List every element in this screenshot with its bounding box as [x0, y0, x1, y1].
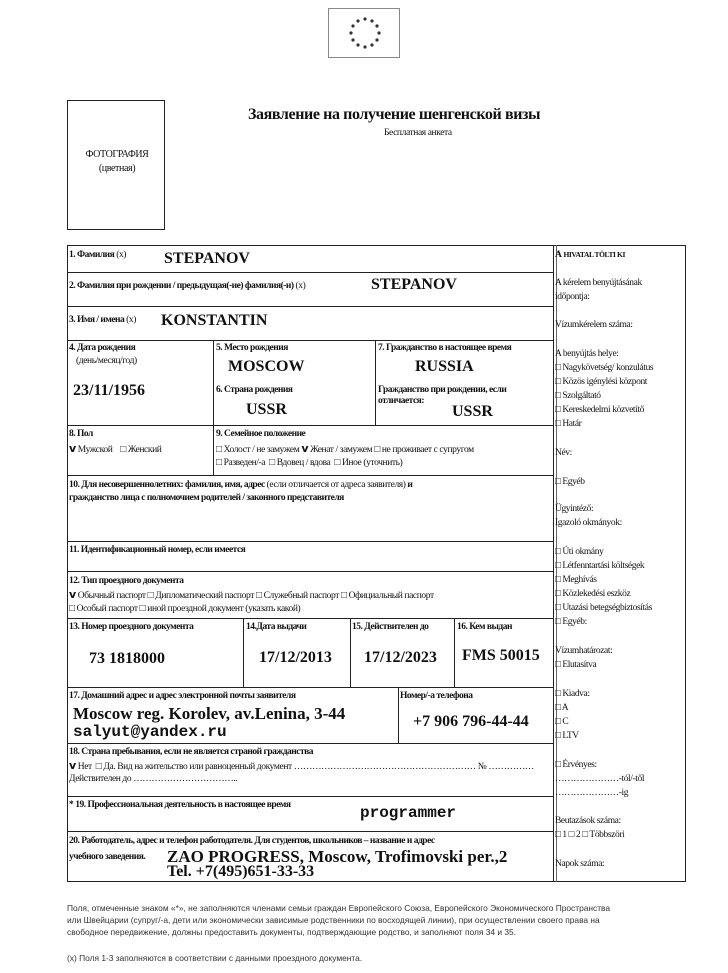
field-4-value[interactable]: 23/11/1956 — [73, 382, 146, 399]
checkbox-icon[interactable]: □ — [374, 444, 380, 455]
field-3-note: (x) — [126, 315, 137, 325]
checkbox-icon[interactable]: □ — [341, 590, 347, 601]
sidebar-s3-i2[interactable]: □ Szolgáltató — [555, 391, 601, 401]
sidebar-s2: Vízumkérelem száma: — [555, 320, 633, 330]
sidebar-s1b: időpontja: — [555, 292, 590, 302]
field-17-email[interactable]: salyut@yandex.ru — [73, 723, 227, 741]
sidebar-s11[interactable]: □ Érvényes: — [555, 760, 597, 770]
field-3-value[interactable]: KONSTANTIN — [161, 312, 268, 329]
sidebar-s8-i3[interactable]: □ Közlekedési eszköz — [555, 589, 631, 599]
field-11-label: 11. Идентификационный номер, если имеется — [69, 545, 246, 555]
sex-male-option[interactable]: Мужской — [77, 445, 113, 455]
field-20-label: 20. Работодатель, адрес и телефон работодателя. Для студентов, школьников – название и адрес — [69, 836, 435, 846]
checkbox-icon[interactable]: □ — [269, 457, 275, 468]
checkbox-icon[interactable]: □ — [216, 457, 222, 468]
sidebar-title: HIVATAL TÖLTI KI — [563, 250, 626, 259]
sidebar-s10-i1[interactable]: □ A — [555, 703, 569, 713]
sidebar-s3-i4[interactable]: □ Határ — [555, 419, 582, 429]
sidebar-s12b[interactable]: □ 1 □ 2 □ Többszöri — [555, 830, 625, 840]
doc-official-option[interactable]: Официальный паспорт — [348, 591, 434, 601]
sidebar-title-a: A — [555, 250, 562, 260]
field-15-value[interactable]: 17/12/2023 — [364, 649, 437, 666]
field-17-label: 17. Домашний адрес и адрес электронной почты заявителя — [69, 691, 296, 701]
field-9-label: 9. Семейное положение — [216, 429, 306, 439]
footer-note-2: или Швейцарии (супруг/-а, дети или экономически зависимые родственники по восходящей линии), при осуществлении своего права на — [67, 915, 600, 925]
field-14-label: 14.Дата выдачи — [246, 622, 307, 632]
tick-icon: v — [69, 588, 76, 601]
sidebar-s12: Beutazások száma: — [555, 816, 621, 826]
field-17b-value[interactable]: +7 906 796-44-44 — [413, 713, 529, 730]
photo-label: ФОТОГРАФИЯ — [85, 149, 149, 160]
marital-widowed-option[interactable]: Вдовец / вдова — [276, 458, 331, 468]
field-4-sub: (день/месяц/год) — [76, 356, 137, 366]
residence-doc-number: № …………… — [477, 762, 534, 772]
doc-ordinary-option[interactable]: Обычный паспорт — [77, 591, 146, 601]
field-13-value[interactable]: 73 1818000 — [89, 650, 165, 667]
field-4-label: 4. Дата рождения — [69, 343, 136, 353]
photo-sub: (цветная) — [98, 163, 136, 174]
field-19-value[interactable]: programmer — [360, 804, 457, 822]
tick-icon: v — [301, 442, 309, 455]
field-1-label: 1. Фамилия — [69, 250, 115, 260]
residence-no-option[interactable]: Нет — [77, 762, 92, 772]
doc-special-option[interactable]: Особый паспорт — [76, 604, 138, 614]
page-title: Заявление на получение шенгенской визы — [248, 106, 541, 123]
field-10-label-2: гражданство лица с полномочием родителей / законного представителя — [69, 493, 344, 503]
sidebar-s4: Név: — [555, 448, 572, 458]
field-17b-label: Номер/-а телефона — [400, 691, 473, 701]
field-10-label: 10. Для несовершеннолетних: фамилия, имя, адрес — [69, 480, 265, 490]
marital-single-option[interactable]: Холост / не замужем — [223, 445, 300, 455]
field-1-note: (x) — [116, 250, 127, 260]
field-18-label: 18. Страна пребывания, если не является страной гражданства — [69, 747, 314, 757]
field-15-label: 15. Действителен до — [352, 622, 429, 632]
sidebar-s1: A kérelem benyújtásának — [555, 278, 642, 288]
sidebar-s8-i0[interactable]: □ Úti okmány — [555, 547, 604, 557]
sidebar-s5[interactable]: □ Egyéb — [555, 477, 585, 487]
sidebar-s3: A benyújtás helye: — [555, 349, 619, 359]
sidebar-s3-i3[interactable]: □ Kereskedelmi közvetítő — [555, 405, 644, 415]
residence-yes-option[interactable]: Да. Вид на жительство или равноценный документ — [103, 762, 292, 772]
field-2-label: 2. Фамилия при рождении / предыдущая(-ие) фамилия(-и) — [69, 281, 294, 291]
residence-valid-dots: …………………………….. — [133, 774, 238, 784]
sidebar-s8-i4[interactable]: □ Utazási betegségbiztosítás — [555, 603, 652, 613]
footer-note-4: (x) Поля 1-3 заполняются в соответствии с данными проездного документа. — [67, 953, 363, 963]
field-2-value[interactable]: STEPANOV — [371, 276, 457, 293]
checkbox-icon[interactable]: □ — [69, 603, 75, 614]
field-10-note: (если отличается от адреса заявителя) — [266, 480, 406, 490]
field-5-value[interactable]: MOSCOW — [228, 358, 305, 375]
marital-married-option[interactable]: Женат / замужем — [310, 445, 373, 455]
field-16-label: 16. Кем выдан — [457, 622, 512, 632]
field-12-label: 12. Тип проездного документа — [69, 576, 184, 586]
sidebar-s8-i1[interactable]: □ Létfenntartási költségek — [555, 561, 645, 571]
sex-female-option[interactable]: Женский — [127, 445, 162, 455]
doc-other-option[interactable]: иной проездной документ (указать какой) — [147, 604, 301, 614]
sidebar-s8-i5[interactable]: □ Egyéb: — [555, 617, 587, 627]
field-16-value[interactable]: FMS 50015 — [462, 647, 540, 664]
residence-valid-label: Действителен до — [69, 774, 132, 784]
eu-flag-icon — [328, 8, 400, 58]
field-7-value[interactable]: RUSSIA — [415, 358, 474, 375]
checkbox-icon[interactable]: □ — [334, 457, 340, 468]
sidebar-s6: Ügyintéző: — [555, 504, 594, 514]
field-6-value[interactable]: USSR — [246, 401, 287, 418]
field-3-label: 3. Имя / имена — [69, 315, 125, 325]
checkbox-icon[interactable]: □ — [120, 444, 126, 455]
field-10-and: и — [407, 480, 413, 490]
checkbox-icon[interactable]: □ — [255, 590, 262, 601]
doc-diplomatic-option[interactable]: Дипломатический паспорт — [155, 591, 254, 601]
sidebar-s10-i2[interactable]: □ C — [555, 717, 569, 727]
field-19-label: 19. Профессиональная деятельность в настоящее время — [75, 800, 291, 810]
sidebar-s8-i2[interactable]: □ Meghívás — [555, 575, 597, 585]
page-subtitle: Бесплатная анкета — [384, 128, 452, 138]
sidebar-s9b[interactable]: □ Elutasítva — [555, 660, 597, 670]
sidebar-s7: Igazoló okmányok: — [555, 518, 622, 528]
field-19-star: * — [69, 800, 74, 810]
field-5-label: 5. Место рождения — [216, 343, 288, 353]
field-6-label: 6. Страна рождения — [216, 385, 293, 395]
field-7b-label: Гражданство при рождении, если отличается: — [378, 385, 507, 406]
field-20-employer[interactable]: ZAO PROGRESS, Moscow, Trofimovski per.,2 — [167, 847, 508, 866]
photo-box — [67, 100, 165, 230]
checkbox-icon[interactable]: □ — [147, 590, 154, 601]
sidebar-s11b: …………………-tól/-től — [555, 774, 645, 784]
field-8-label: 8. Пол — [69, 429, 93, 439]
marital-other-option[interactable]: Иное (уточнить) — [341, 458, 403, 468]
field-13-label: 13. Номер проездного документа — [69, 622, 194, 632]
field-7b-value[interactable]: USSR — [452, 403, 493, 420]
marital-separated-option[interactable]: не проживает с супругом — [381, 445, 474, 455]
sidebar-s3-i0[interactable]: □ Nagykövetség/ konzulátus — [555, 363, 654, 373]
checkbox-icon[interactable]: □ — [95, 761, 102, 772]
sidebar-s10-i3[interactable]: □ LTV — [555, 731, 579, 741]
sidebar-s10-i0[interactable]: □ Kiadva: — [555, 689, 590, 699]
sidebar-s3-i1[interactable]: □ Közös igénylési központ — [555, 377, 648, 387]
checkbox-icon[interactable]: □ — [139, 603, 146, 614]
sidebar-s13: Napok száma: — [555, 859, 605, 869]
field-20-label-2: учебного заведения. — [69, 852, 146, 862]
field-20-phone[interactable]: Tel. +7(495)651-33-33 — [167, 863, 315, 880]
checkbox-icon[interactable]: □ — [216, 444, 222, 455]
doc-service-option[interactable]: Служебный паспорт — [263, 591, 340, 601]
field-17-address[interactable]: Moscow reg. Korolev, av.Lenina, 3-44 — [73, 704, 346, 723]
residence-doc-dots: …………………………………………………… — [293, 762, 476, 772]
field-7-label: 7. Гражданство в настоящее время — [378, 343, 512, 353]
sidebar-s9: Vízumhatározat: — [555, 646, 613, 656]
tick-icon: v — [69, 759, 76, 772]
field-14-value[interactable]: 17/12/2013 — [259, 649, 332, 666]
field-2-note: (x) — [295, 281, 306, 291]
tick-icon: v — [69, 442, 76, 455]
marital-divorced-option[interactable]: Разведен/-а — [223, 458, 266, 468]
footer-note-3: свободное передвижение, должны предоставить документы, подтверждающие родство, и заполняют поля 34 и 35. — [67, 927, 517, 937]
field-1-value[interactable]: STEPANOV — [164, 250, 250, 267]
sidebar-s11c: …………………-ig — [555, 788, 629, 798]
footer-note-1: Поля, отмеченные знаком «*», не заполняются членами семьи граждан Европейского Союза, Европейского Экономического Пространства — [67, 903, 611, 913]
